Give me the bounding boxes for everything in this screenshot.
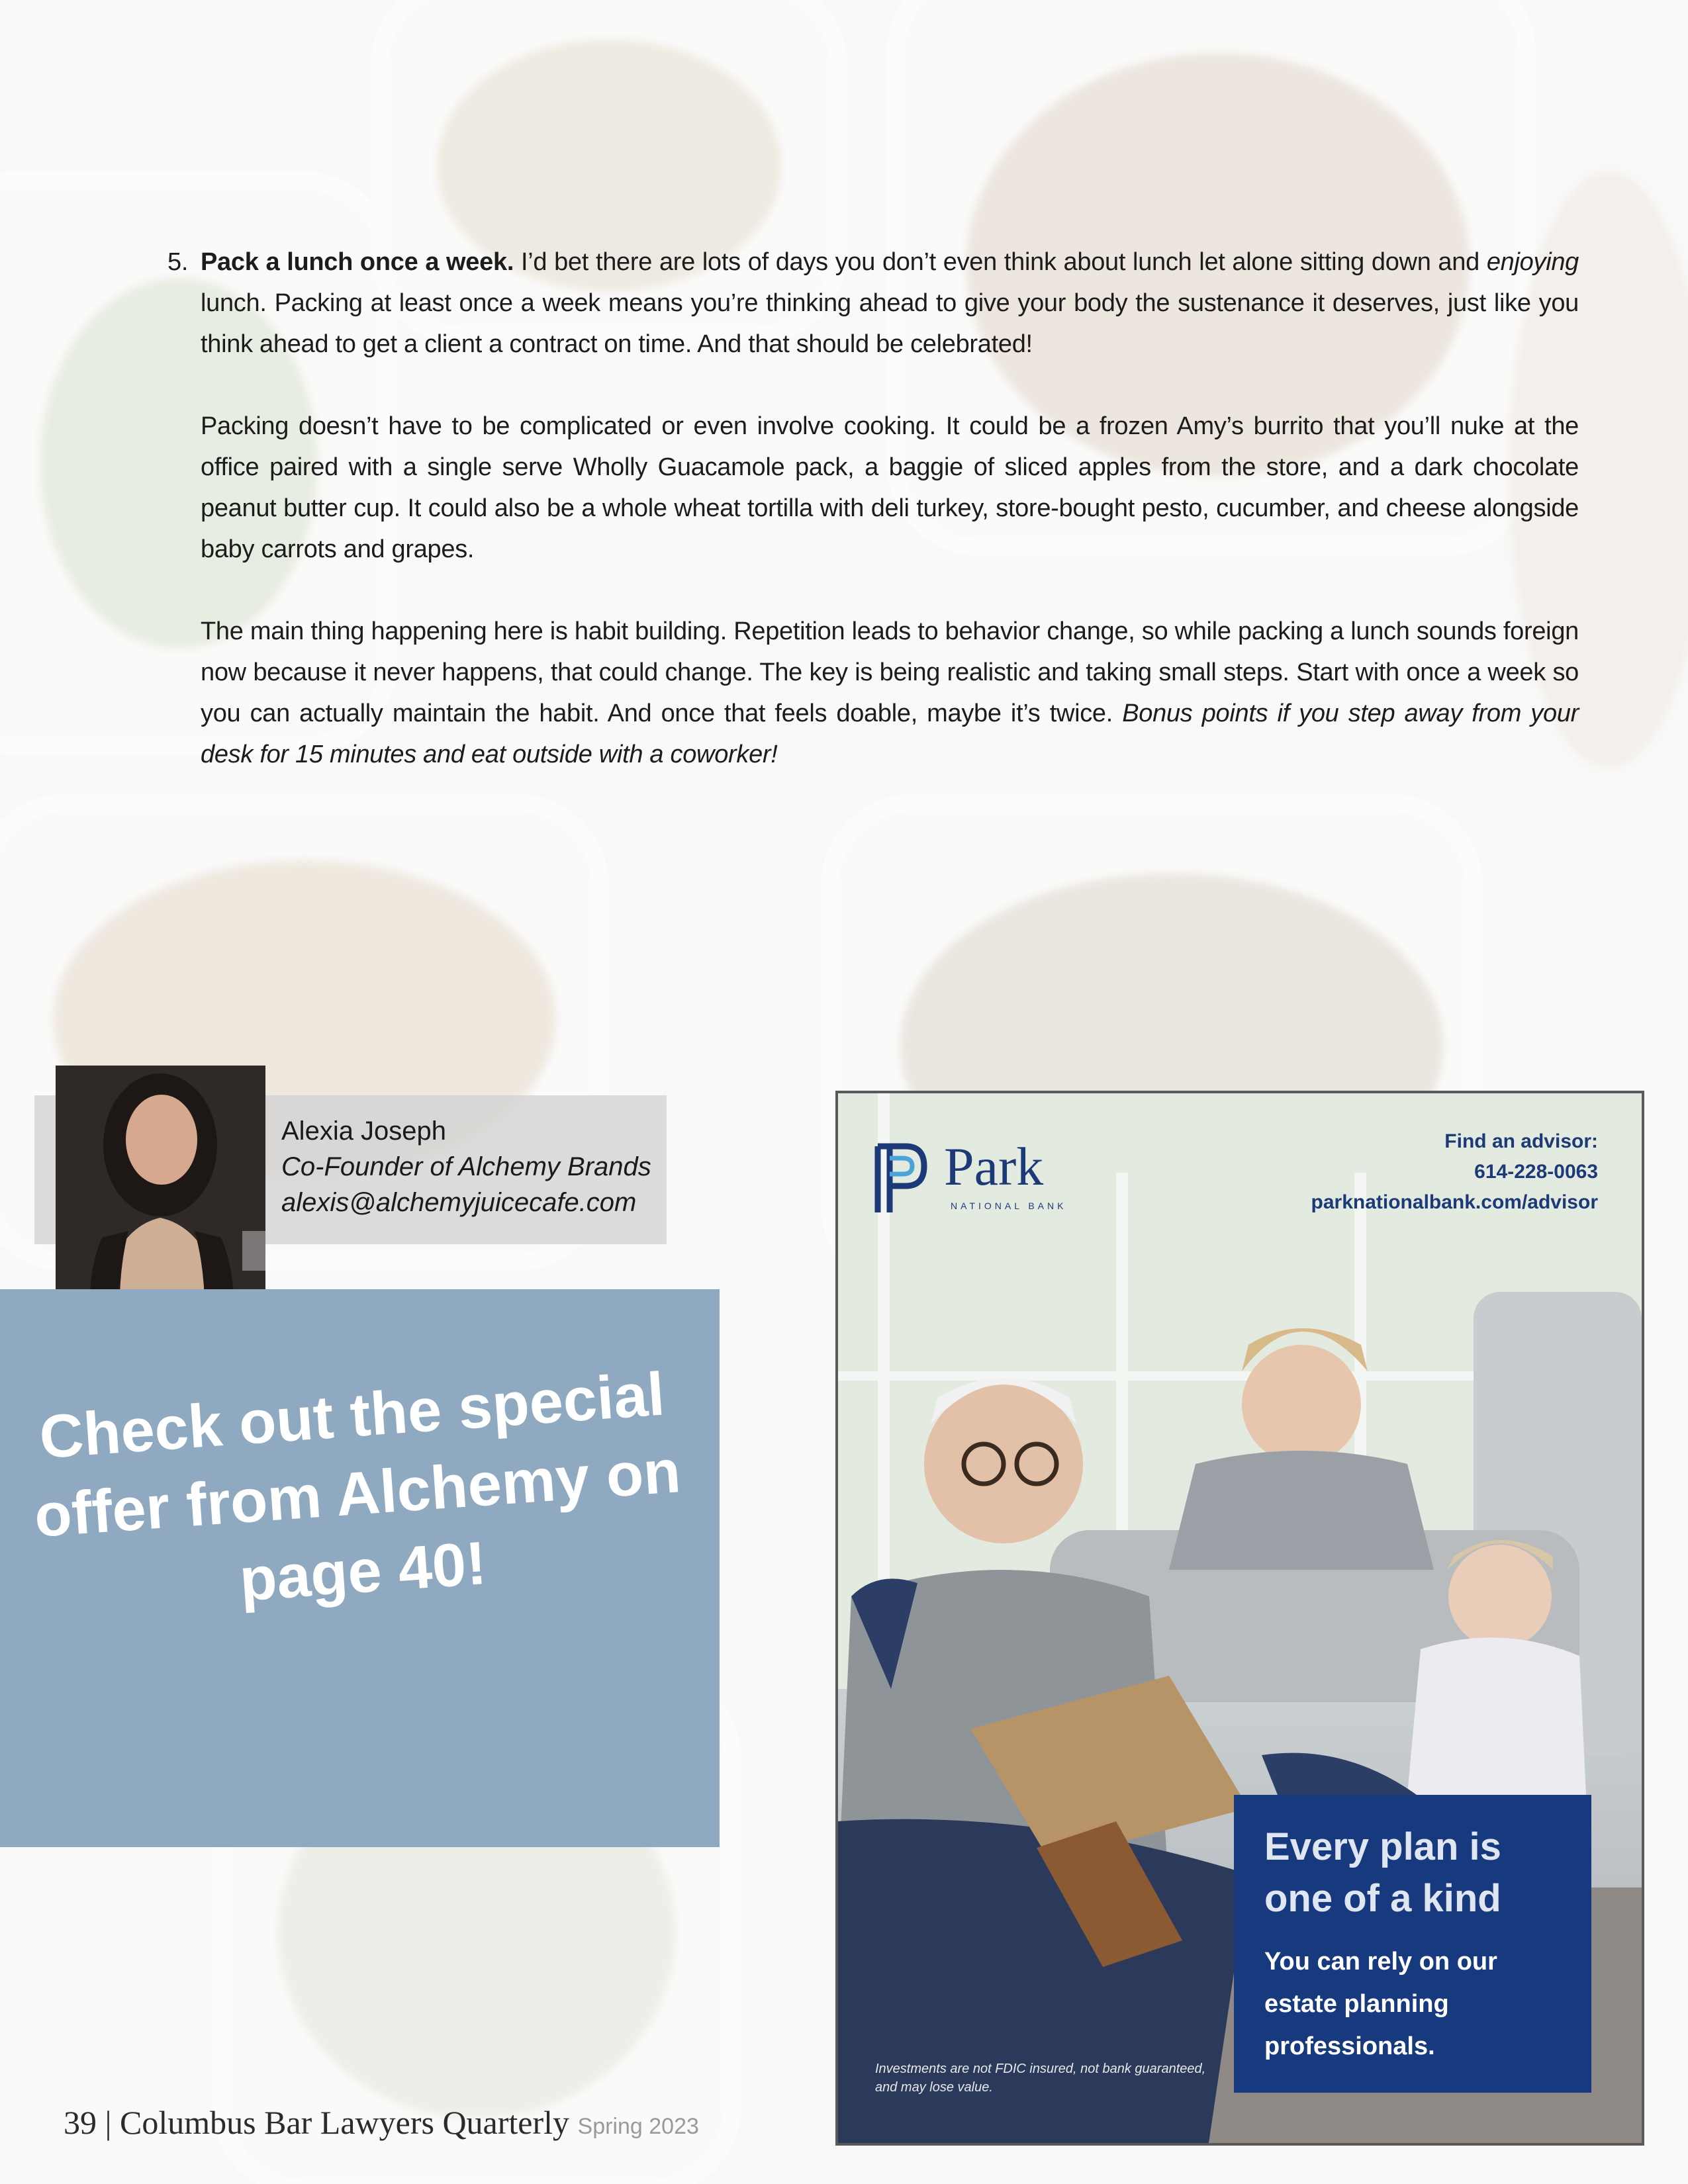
paragraph-habit bbox=[159, 611, 1579, 775]
author-name: Alexia Joseph bbox=[281, 1116, 447, 1146]
ad-contact bbox=[1311, 1126, 1598, 1218]
ad-disclaimer: Investments are not FDIC insured, not bank guaranteed, and may lose value. bbox=[875, 2062, 1206, 2095]
author-title: Co-Founder of Alchemy Brands bbox=[281, 1152, 651, 1181]
item-heading: Pack a lunch once a week. bbox=[201, 248, 514, 276]
publication-name: Columbus Bar Lawyers Quarterly bbox=[120, 2104, 570, 2141]
item-text-part1: I’d bet there are lots of days you don’t even think about lunch let alone sitting down and bbox=[514, 248, 1487, 276]
item-text-italic: enjoying bbox=[1486, 248, 1579, 276]
author-email[interactable]: alexis@alchemyjuicecafe.com bbox=[281, 1188, 637, 1217]
svg-text:NATIONAL BANK: NATIONAL BANK bbox=[951, 1201, 1067, 1211]
article-body bbox=[159, 242, 1579, 775]
bonus-italic: Bonus points if you step away from your desk for 15 minutes and eat outside with a coworker! bbox=[201, 700, 1579, 768]
habit-text: The main thing happening here is habit building. Repetition leads to behavior change, so while packing a lunch sounds foreign now because it never happens, that could change. The key is being realistic and taking small steps. Start with once a week so you can actually maintain the habit. And once that feels doable, maybe it’s twice. bbox=[201, 617, 1579, 727]
ad-headline: Every plan is one of a kind bbox=[1264, 1825, 1501, 1920]
page-footer bbox=[64, 2103, 699, 2142]
park-national-bank-ad[interactable] bbox=[835, 1091, 1644, 2146]
author-info bbox=[281, 1113, 651, 1220]
ad-headline-panel bbox=[1234, 1795, 1591, 2093]
advisor-phone[interactable]: 614-228-0063 bbox=[1474, 1161, 1598, 1183]
offer-text: Check out the special offer from Alchemy on page 40! bbox=[32, 1360, 683, 1614]
item-text-part2: lunch. Packing at least once a week means you’re thinking ahead to give your body the sustenance it deserves, just like you think ahead to get a client a contract on time. And that should be celebrated! bbox=[201, 289, 1579, 358]
brand-text: Park bbox=[944, 1136, 1044, 1197]
paragraph-packing: Packing doesn’t have to be complicated or even involve cooking. It could be a frozen Amy’s burrito that you’ll nuke at the office paired with a single serve Wholly Guacamole pack, a baggie of sliced apples from the store, and a dark chocolate peanut butter cup. It could also be a whole wheat tortilla with deli turkey, store-bought pesto, cucumber, and cheese alongside baby carrots and grapes. bbox=[201, 412, 1579, 563]
ad-subline: You can rely on our estate planning professionals. bbox=[1264, 1948, 1497, 2060]
page-number: 39 bbox=[64, 2104, 97, 2141]
footer-separator: | bbox=[105, 2104, 112, 2141]
issue-season: Spring 2023 bbox=[577, 2114, 699, 2139]
park-logo-icon bbox=[871, 1133, 1109, 1219]
paragraph-item-5 bbox=[159, 242, 1579, 365]
item-number: 5. bbox=[167, 248, 189, 276]
find-advisor-label: Find an advisor: bbox=[1444, 1130, 1598, 1152]
advisor-url[interactable]: parknationalbank.com/advisor bbox=[1311, 1191, 1598, 1213]
park-logo bbox=[871, 1133, 1109, 1222]
